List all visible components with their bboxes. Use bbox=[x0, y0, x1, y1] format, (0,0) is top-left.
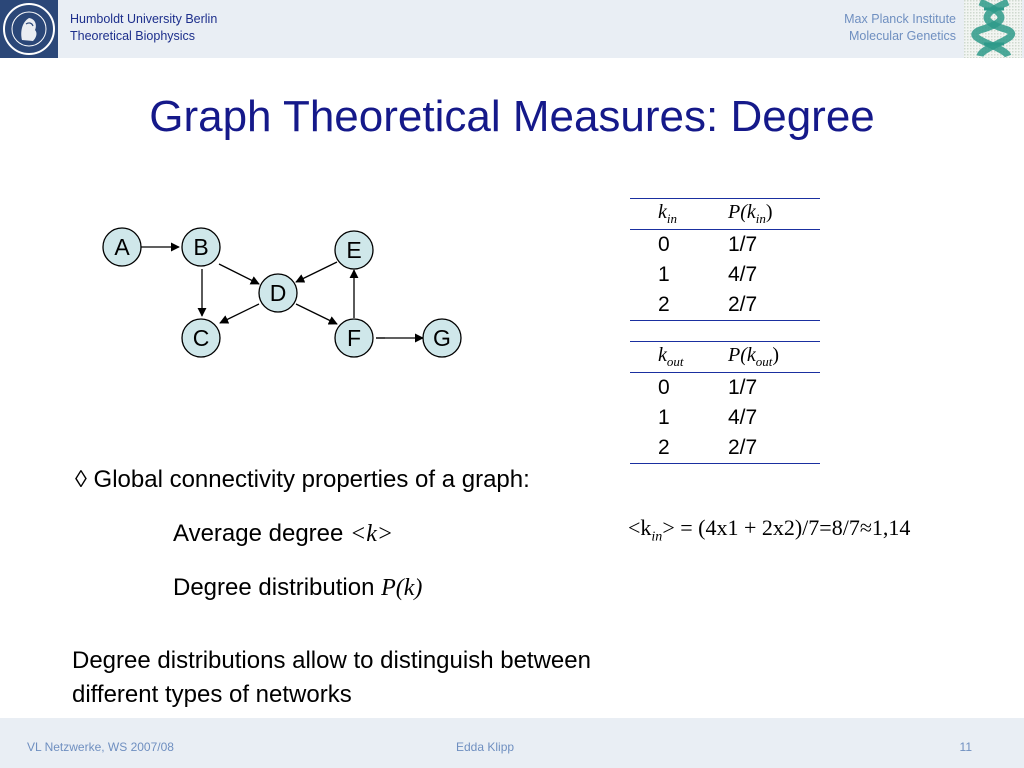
table-row bbox=[630, 290, 820, 321]
table-row bbox=[630, 403, 820, 433]
university-name bbox=[70, 11, 217, 45]
conclusion-line2: different types of networks bbox=[72, 681, 352, 708]
column-header-k-in: $k_{in}$ bbox=[630, 199, 728, 230]
node-f-label: F bbox=[346, 325, 362, 351]
node-c-label: C bbox=[192, 325, 210, 351]
max-planck-dna-logo bbox=[964, 0, 1022, 58]
column-header-k-out: $k_{out}$ bbox=[630, 342, 728, 373]
university-line2: Theoretical Biophysics bbox=[70, 29, 196, 43]
node-e bbox=[335, 231, 373, 269]
conclusion-line1: Degree distributions allow to distinguish between bbox=[72, 647, 591, 674]
p-value: 2/7 bbox=[728, 290, 820, 321]
university-line1: Humboldt University Berlin bbox=[70, 12, 218, 26]
k-value: 0 bbox=[658, 376, 670, 399]
k-value: 2 bbox=[630, 433, 728, 464]
node-g bbox=[423, 319, 461, 357]
footer-bar bbox=[0, 718, 1024, 768]
table-row bbox=[630, 230, 820, 261]
p-value: 1/7 bbox=[728, 233, 758, 256]
k-value: 0 bbox=[658, 233, 670, 256]
institute-line2: Molecular Genetics bbox=[849, 29, 956, 43]
k-value: 1 bbox=[658, 263, 670, 286]
node-b bbox=[182, 228, 220, 266]
example-directed-graph bbox=[95, 222, 451, 376]
p-value: 4/7 bbox=[728, 263, 758, 286]
node-g-label: G bbox=[433, 325, 451, 351]
node-b-label: B bbox=[193, 234, 209, 260]
k-value: 2 bbox=[630, 290, 728, 321]
institute-line1: Max Planck Institute bbox=[844, 12, 956, 26]
in-degree-distribution-table bbox=[630, 198, 820, 321]
conclusion-text bbox=[72, 644, 772, 712]
node-f bbox=[335, 319, 373, 357]
p-value: 2/7 bbox=[728, 433, 820, 464]
node-a-label: A bbox=[114, 234, 130, 260]
column-header-p-k-in: $P(k_{in})$ bbox=[728, 199, 820, 230]
average-degree-formula: $<k_{in}> = (4x1 + 2x2)/7=8/7\approx 1,14$ bbox=[628, 515, 911, 545]
out-degree-distribution-table bbox=[630, 341, 820, 464]
k-value: 1 bbox=[658, 406, 670, 429]
institute-name bbox=[844, 11, 956, 45]
node-d-label: D bbox=[269, 280, 287, 306]
footer-author: Edda Klipp bbox=[456, 740, 515, 754]
distribution-symbol: P(k) bbox=[381, 575, 423, 601]
node-a bbox=[103, 228, 141, 266]
p-value: 4/7 bbox=[728, 406, 758, 429]
diamond-bullet-icon: ◊ bbox=[75, 466, 87, 493]
node-d bbox=[259, 274, 297, 312]
bullet-point bbox=[75, 466, 530, 494]
table-header-row bbox=[630, 199, 820, 230]
bullet-text: Global connectivity properties of a graph: bbox=[93, 466, 530, 493]
average-degree-line: Average degree <k> bbox=[173, 520, 394, 547]
footer-course: VL Netzwerke, WS 2007/08 bbox=[27, 740, 174, 754]
slide-title: Graph Theoretical Measures: Degree bbox=[149, 92, 875, 141]
header-bar bbox=[0, 0, 1024, 58]
node-e-label: E bbox=[346, 237, 362, 263]
humboldt-seal-logo bbox=[0, 0, 58, 58]
table-row bbox=[630, 433, 820, 464]
table-row bbox=[630, 260, 820, 290]
avg-degree-symbol: <k> bbox=[350, 521, 394, 547]
degree-distribution-line: Degree distribution P(k) bbox=[173, 574, 423, 601]
p-value: 1/7 bbox=[728, 376, 758, 399]
column-header-p-k-out: $P(k_{out})$ bbox=[728, 342, 820, 373]
node-c bbox=[182, 319, 220, 357]
page-number: 11 bbox=[959, 740, 972, 754]
table-header-row bbox=[630, 342, 820, 373]
table-row bbox=[630, 373, 820, 404]
